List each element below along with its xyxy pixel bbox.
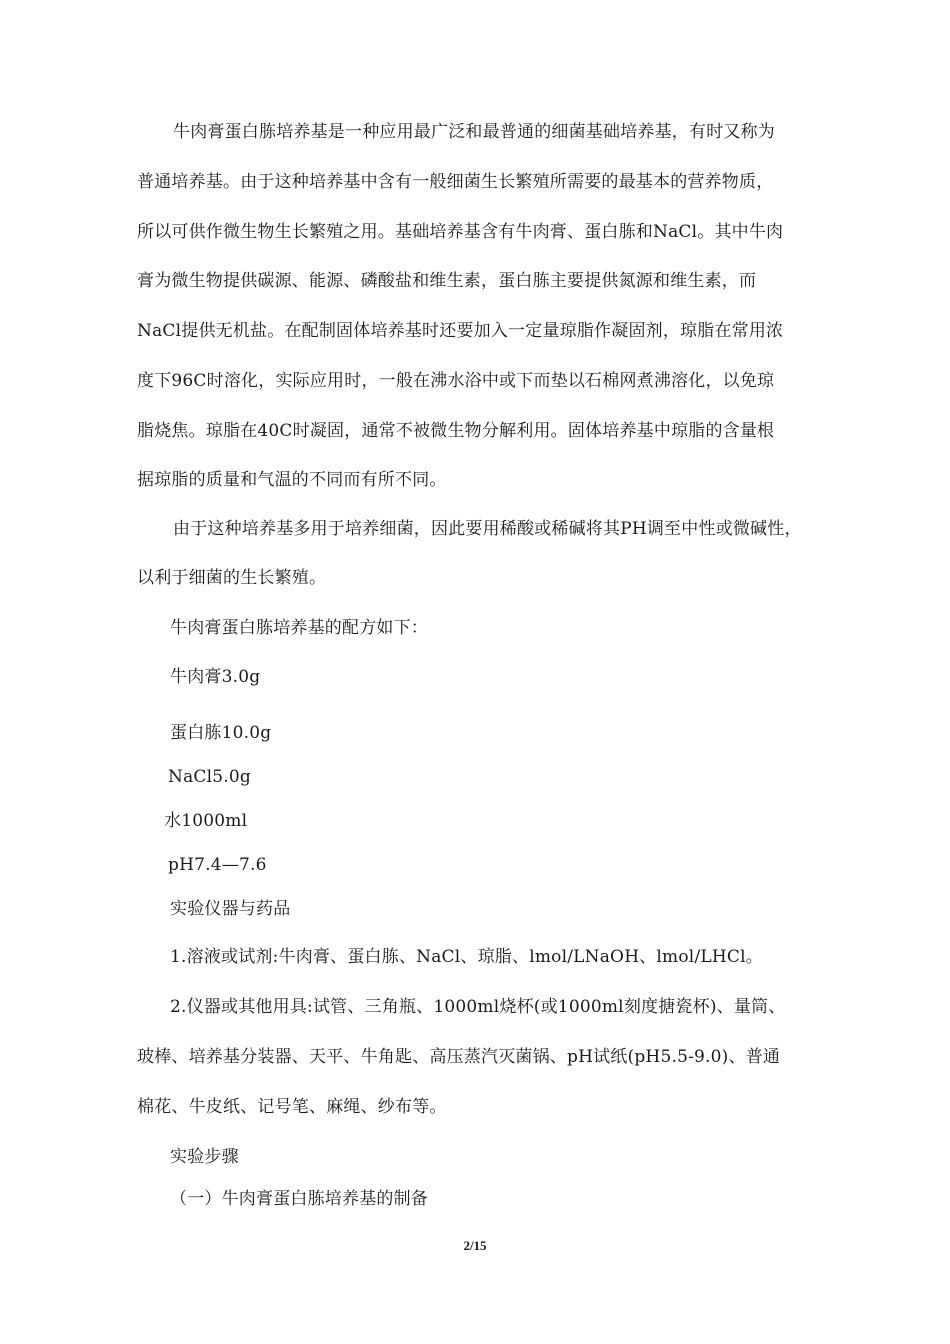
intro-line-7: 脂烧焦。琼脂在40C时凝固，通常不被微生物分解利用。固体培养基中琼脂的含量根 [137, 421, 775, 441]
step-1-heading: （一）牛肉膏蛋白胨培养基的制备 [170, 1189, 428, 1209]
intro-line-8: 据琼脂的质量和气温的不同而有所不同。 [137, 470, 447, 490]
intro-line-3: 所以可供作微生物生长繁殖之用。基础培养基含有牛肉膏、蛋白胨和NaCl。其中牛肉 [137, 222, 784, 242]
materials-equipment-line-2: 玻棒、培养基分装器、天平、牛角匙、高压蒸汽灭菌锅、pH试纸(pH5.5-9.0)、普通 [137, 1047, 781, 1067]
page-number: 2/15 [463, 1238, 487, 1253]
materials-reagents: 1.溶液或试剂:牛肉膏、蛋白胨、NaCl、琼脂、lmol/LNaOH、lmol/LHCl。 [170, 947, 763, 967]
formula-item-beef-extract: 牛肉膏3.0g [170, 667, 261, 687]
formula-item-nacl: NaCl5.0g [168, 767, 251, 787]
intro-line-2: 普通培养基。由于这种培养基中含有一般细菌生长繁殖所需要的最基本的营养物质， [137, 172, 774, 192]
ph-note-line-1: 由于这种培养基多用于培养细菌，因此要用稀酸或稀碱将其PH调至中性或微碱性， [173, 519, 802, 539]
formula-heading: 牛肉膏蛋白胨培养基的配方如下： [170, 618, 428, 638]
formula-item-water: 水1000ml [164, 811, 248, 831]
ph-note-line-2: 以利于细菌的生长繁殖。 [137, 568, 327, 588]
intro-line-5: NaCl提供无机盐。在配制固体培养基时还要加入一定量琼脂作凝固剂，琼脂在常用浓 [137, 321, 784, 341]
steps-heading: 实验步骤 [170, 1147, 239, 1167]
formula-item-peptone: 蛋白胨10.0g [170, 723, 272, 743]
materials-equipment-line-3: 棉花、牛皮纸、记号笔、麻绳、纱布等。 [137, 1097, 447, 1117]
materials-equipment-line-1: 2.仪器或其他用具:试管、三角瓶、1000ml烧杯(或1000ml刻度搪瓷杯)、量筒、 [170, 997, 786, 1017]
intro-line-1: 牛肉膏蛋白胨培养基是一种应用最广泛和最普通的细菌基础培养基，有时又称为 [173, 122, 775, 142]
materials-heading: 实验仪器与药品 [170, 899, 291, 919]
intro-line-4: 膏为微生物提供碳源、能源、磷酸盐和维生素，蛋白胨主要提供氮源和维生素，而 [137, 271, 757, 291]
formula-item-ph: pH7.4—7.6 [168, 855, 267, 875]
intro-line-6: 度下96C时溶化，实际应用时，一般在沸水浴中或下而垫以石棉网煮沸溶化，以免琼 [137, 371, 775, 391]
